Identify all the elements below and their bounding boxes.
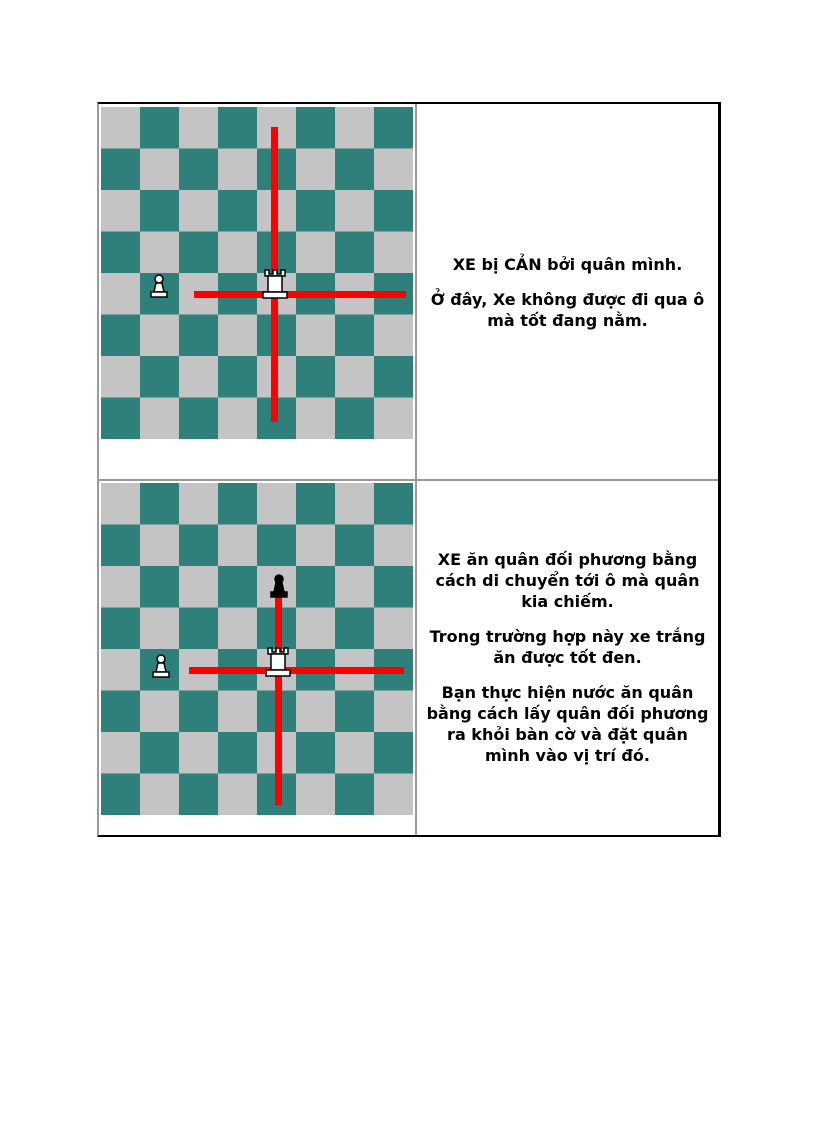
board-square (335, 190, 375, 232)
board-square (335, 107, 375, 149)
description-paragraph: XE ăn quân đối phương bằng cách di chuyển tới ô mà quân kia chiếm. (435, 550, 700, 611)
board-square (296, 107, 336, 149)
lesson-row-capture (99, 480, 718, 835)
board-square (335, 566, 375, 608)
board-square (140, 315, 180, 357)
board-square (374, 107, 413, 149)
board-square (101, 608, 141, 650)
board-square (296, 356, 336, 398)
board-square (257, 483, 297, 525)
board-square (218, 608, 258, 650)
board-square (179, 149, 219, 191)
board-square (335, 732, 375, 774)
board-square (140, 566, 180, 608)
board-square (101, 774, 141, 816)
board-square (101, 398, 141, 440)
board-square (218, 566, 258, 608)
board-square (218, 149, 258, 191)
board-square (179, 315, 219, 357)
board-square (296, 398, 336, 440)
board-square (374, 232, 413, 274)
board-square (335, 315, 375, 357)
board-square (374, 691, 413, 733)
board-square (218, 107, 258, 149)
board-square (296, 566, 336, 608)
board-square (218, 232, 258, 274)
board-square (218, 732, 258, 774)
board-square (101, 525, 141, 567)
board-square (218, 190, 258, 232)
board-square (296, 608, 336, 650)
board-square (179, 608, 219, 650)
board-square (218, 398, 258, 440)
board-square (218, 483, 258, 525)
board-square (179, 398, 219, 440)
board-square (140, 774, 180, 816)
board-square (374, 566, 413, 608)
board-square (179, 232, 219, 274)
rook-path-vertical (275, 581, 282, 805)
board-cell (99, 104, 415, 480)
board-square (296, 525, 336, 567)
board-square (296, 774, 336, 816)
board-square (218, 525, 258, 567)
board-square (335, 356, 375, 398)
description-cell (417, 104, 718, 480)
description-paragraph: Ở đây, Xe không được đi qua ô mà tốt đang nằm. (430, 289, 705, 330)
board-square (296, 483, 336, 525)
board-square (140, 398, 180, 440)
board-square (335, 149, 375, 191)
description-paragraph: Trong trường hợp này xe trắng ăn được tốt đen. (429, 627, 706, 667)
board-square (296, 232, 336, 274)
board-square (101, 356, 141, 398)
board-square (335, 608, 375, 650)
board-square (257, 525, 297, 567)
board-square (140, 232, 180, 274)
board-square (101, 732, 141, 774)
board-square (374, 356, 413, 398)
board-square (374, 774, 413, 816)
board-square (335, 525, 375, 567)
board-square (140, 732, 180, 774)
board-square (335, 483, 375, 525)
board-square (179, 356, 219, 398)
lesson-row-blocked (99, 104, 718, 480)
board-square (374, 190, 413, 232)
board-square (140, 691, 180, 733)
board-square (140, 483, 180, 525)
board-square (218, 356, 258, 398)
board-square (101, 107, 141, 149)
board-square (374, 732, 413, 774)
board-square (179, 691, 219, 733)
board-square (101, 649, 141, 691)
board-square (179, 190, 219, 232)
board-square (374, 608, 413, 650)
board-square (101, 149, 141, 191)
board-square (218, 315, 258, 357)
board-square (101, 315, 141, 357)
board-square (374, 525, 413, 567)
board-square (374, 315, 413, 357)
chessboard-blocked (101, 107, 413, 439)
board-square (101, 691, 141, 733)
board-square (101, 273, 141, 315)
board-square (140, 608, 180, 650)
board-square (140, 190, 180, 232)
board-square (374, 398, 413, 440)
board-square (179, 732, 219, 774)
board-square (179, 483, 219, 525)
board-square (335, 232, 375, 274)
board-square (296, 190, 336, 232)
board-square (101, 483, 141, 525)
lesson-table (97, 102, 721, 837)
board-square (374, 149, 413, 191)
board-square (101, 566, 141, 608)
board-square (296, 315, 336, 357)
description-paragraph: Bạn thực hiện nước ăn quân bằng cách lấy quân đối phương ra khỏi bàn cờ và đặt quân mình vào vị trí đó. (426, 683, 709, 765)
chessboard-capture (101, 483, 413, 815)
board-square (179, 566, 219, 608)
board-square (335, 774, 375, 816)
board-square (374, 483, 413, 525)
board-square (101, 232, 141, 274)
board-square (140, 525, 180, 567)
board-square (218, 691, 258, 733)
rook-path-horizontal (189, 667, 404, 674)
board-square (335, 398, 375, 440)
board-square (335, 691, 375, 733)
board-square (179, 774, 219, 816)
description-cell (417, 480, 718, 835)
board-square (179, 107, 219, 149)
board-square (101, 190, 141, 232)
board-square (218, 774, 258, 816)
board-square (179, 525, 219, 567)
board-square (296, 691, 336, 733)
board-square (140, 107, 180, 149)
rook-path-horizontal (194, 291, 406, 298)
board-cell (99, 480, 415, 835)
description-paragraph: XE bị CẢN bởi quân mình. (452, 254, 683, 274)
board-square (296, 149, 336, 191)
board-square (140, 356, 180, 398)
board-square (140, 149, 180, 191)
board-square (296, 732, 336, 774)
